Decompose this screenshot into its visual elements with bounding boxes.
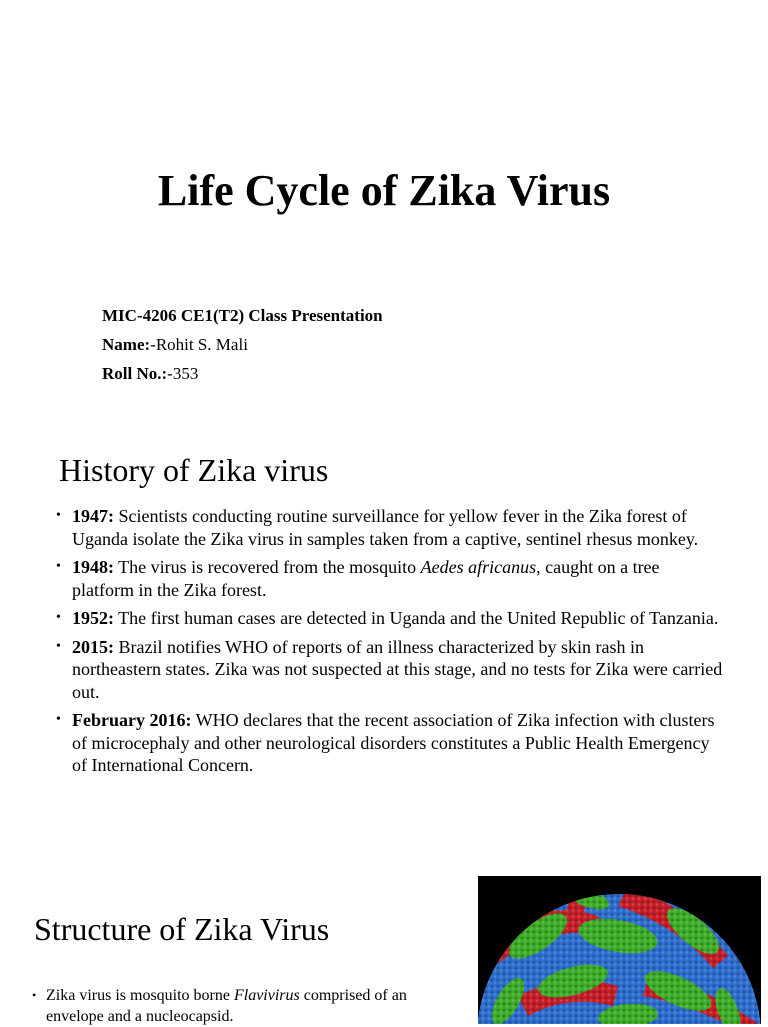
year-label: February 2016: [72,710,192,730]
item-text: The virus is recovered from the mosquito [114,557,421,577]
genus-name: Flavivirus [233,987,300,1004]
item-text: WHO declares that the recent association of Zika infection with clusters of microcephaly and other neurological disorders constitutes a Public Health Emergency of International Concern. [72,710,715,775]
item-text: Brazil notifies WHO of reports of an illness characterized by skin rash in northeastern states. Zika was not suspected at this stage, and no tests for Zika were carried out. [72,636,723,702]
history-list [56,505,726,783]
name-line [102,333,383,362]
name-label: Name: [102,335,151,354]
history-title: History of Zika virus [59,452,329,488]
virus-illustration [478,876,761,1024]
species-name: Aedes africanus [420,557,537,577]
roll-label: Roll No.: [102,364,168,383]
roll-line [102,362,383,391]
year-label: 1947: [72,506,114,526]
list-item [56,607,726,630]
zika-virus-image [478,876,761,1024]
bullet-icon: • [56,712,61,727]
item-text: , caught on a tree platform in the Zika forest. [72,557,660,600]
bullet-icon: • [56,610,61,625]
year-label: 1952: [72,608,114,628]
name-value: -Rohit S. Mali [150,335,248,354]
structure-text: Zika virus is mosquito borne [46,987,234,1004]
presentation-title: Life Cycle of Zika Virus [157,166,611,215]
bullet-icon: • [56,638,61,654]
course-label: MIC-4206 CE1(T2) Class Presentation [102,306,383,325]
item-text: The first human cases are detected in Uganda and the United Republic of Tanzania. [114,608,719,628]
structure-title: Structure of Zika Virus [34,911,330,947]
list-item [56,636,726,704]
course-line [102,304,383,333]
item-text: Scientists conducting routine surveillance for yellow fever in the Zika forest of Uganda isolate the Zika virus in samples taken from a captive, sentinel rhesus monkey. [72,506,699,549]
list-item [56,505,726,550]
roll-value: -353 [167,364,199,383]
list-item [56,709,726,777]
year-label: 1948: [72,557,114,577]
bullet-icon: • [56,508,61,523]
list-item [56,556,726,601]
structure-bullet [32,985,466,1027]
bullet-icon: • [56,559,61,574]
bullet-icon: • [32,988,37,1002]
presenter-info [102,304,383,391]
structure-text: comprised of an envelope and a nucleocapsid. [46,987,407,1025]
year-label: 2015: [72,636,114,657]
